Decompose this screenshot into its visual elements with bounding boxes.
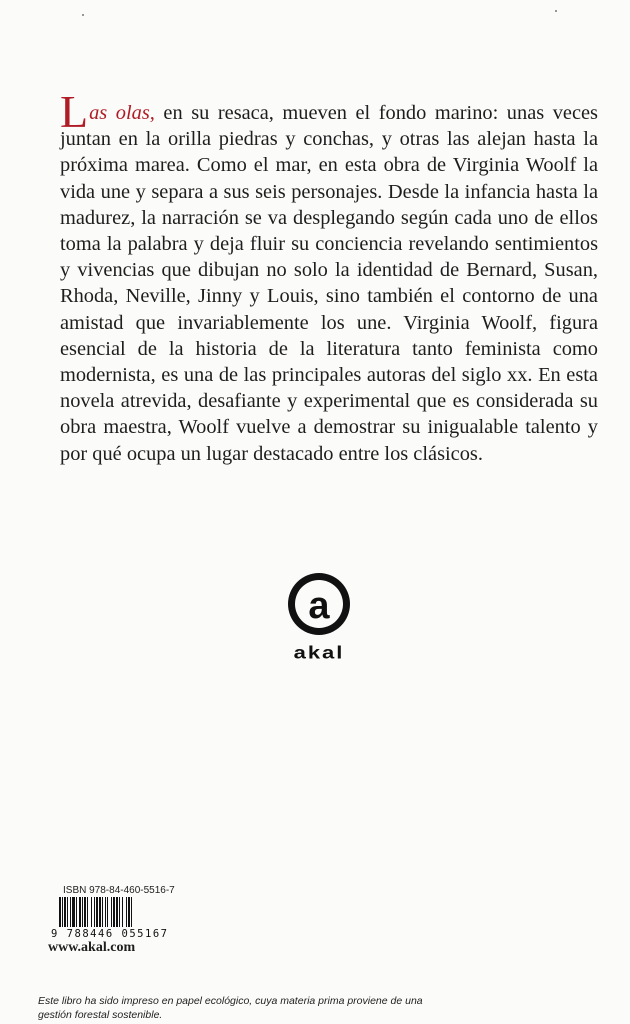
barcode-bar xyxy=(126,897,127,927)
barcode-bar xyxy=(79,897,81,927)
website-link[interactable]: www.akal.com xyxy=(48,940,136,955)
barcode-bar xyxy=(99,897,101,927)
publisher-logo xyxy=(283,570,355,666)
barcode-bar xyxy=(96,897,98,927)
barcode-bar xyxy=(59,897,61,927)
barcode-bars xyxy=(59,897,132,927)
barcode-bar xyxy=(107,897,108,927)
barcode-bar xyxy=(72,897,75,927)
barcode xyxy=(49,897,169,939)
barcode-bar xyxy=(102,897,103,927)
barcode-bar xyxy=(67,897,68,927)
barcode-bar xyxy=(105,897,106,927)
barcode-bar xyxy=(64,897,66,927)
eco-paper-note: Este libro ha sido impreso en papel ecológico, cuya materia prima proviene de una gestión forestal sostenible. xyxy=(38,995,423,1021)
barcode-bar xyxy=(131,897,132,927)
barcode-bar xyxy=(122,897,123,927)
barcode-bar xyxy=(62,897,63,927)
barcode-bar xyxy=(111,897,112,927)
barcode-bar xyxy=(119,897,120,927)
publisher-name: akal xyxy=(293,642,345,663)
barcode-bar xyxy=(87,897,88,927)
barcode-bar xyxy=(70,897,71,927)
paper-speck xyxy=(82,14,84,16)
drop-cap: L xyxy=(60,86,89,137)
barcode-digits: 9 788446 055167 xyxy=(51,928,167,939)
barcode-bar xyxy=(94,897,95,927)
barcode-bar xyxy=(128,897,130,927)
barcode-bar xyxy=(116,897,118,927)
book-title: as olas, xyxy=(89,102,155,124)
barcode-bar xyxy=(113,897,115,927)
barcode-bar xyxy=(76,897,77,927)
barcode-bar xyxy=(84,897,86,927)
barcode-bar xyxy=(82,897,83,927)
paper-speck xyxy=(555,10,557,12)
back-cover-blurb xyxy=(60,86,598,467)
logo-letter: a xyxy=(308,585,330,627)
barcode-bar xyxy=(91,897,92,927)
isbn-label: ISBN 978-84-460-5516-7 xyxy=(63,885,175,896)
akal-logo-icon xyxy=(283,570,355,640)
blurb-body: en su resaca, mueven el fondo marino: unas veces juntan en la orilla piedras y conchas, y otras las alejan hasta la próxima marea. Como el mar, en esta obra de Virginia Woolf la vida une y separa a sus seis personajes. Desde la infancia hasta la madurez, la narración se va desplegando según cada uno de ellos toma la palabra y deja fluir su conciencia revelando sentimientos y vivencias que dibujan no solo la identidad de Bernard, Susan, Rhoda, Neville, Jinny y Louis, sino también el contorno de una amistad que invariablemente los une. Virginia Woolf, figura esencial de la historia de la literatura tanto feminista como modernista, es una de las principales autoras del siglo xx. En esta novela atrevida, desafiante y experimental que es considerada su obra maestra, Woolf vuelve a demostrar su inigualable talento y por qué ocupa un lugar destacado entre los clásicos. xyxy=(60,102,598,465)
